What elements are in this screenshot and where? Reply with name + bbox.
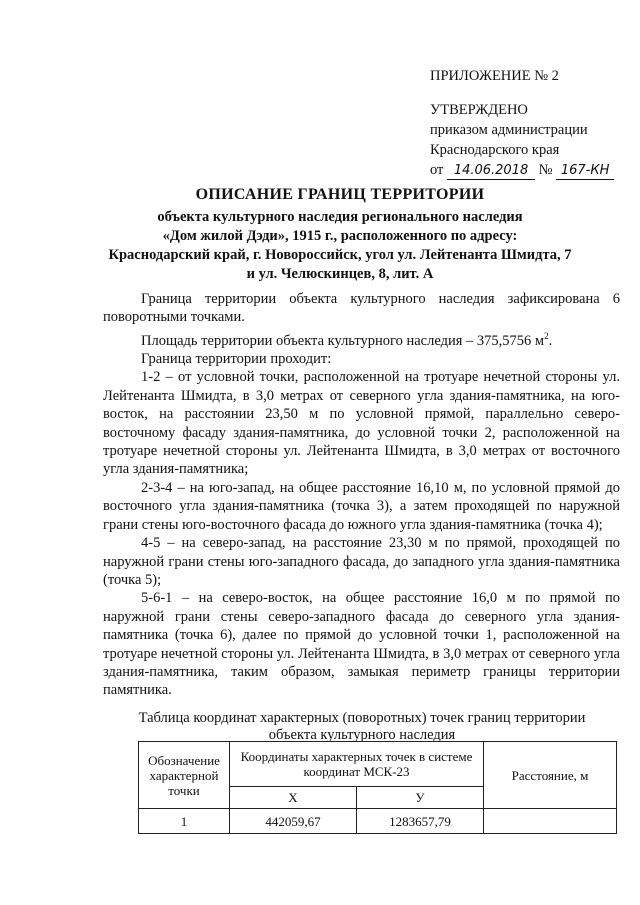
header-point: Обозначение характерной точки [139,742,230,809]
coordinates-table [138,741,617,834]
date-prefix: от [430,162,444,178]
document-subtitle [60,208,620,284]
document-heading: ОПИСАНИЕ ГРАНИЦ ТЕРРИТОРИИ [195,186,485,203]
table-caption-line-2: объекта культурного наследия [268,727,456,743]
header-y: У [357,787,484,809]
paragraph-boundary-intro: Граница территории проходит: [141,351,332,368]
subtitle-line-1: объекта культурного наследия регионального наследия [157,209,523,225]
paragraph-points-count: Граница территории объекта культурного наследия зафиксирована 6 поворотными точками. [103,291,620,326]
header-distance: Расстояние, м [484,742,617,809]
subtitle-line-2: «Дом жилой Дэди», 1915 г., расположенного по адресу: [162,228,518,244]
cell-distance [484,809,617,834]
subtitle-line-4: и ул. Челюскинцев, 8, лит. А [246,266,434,282]
approval-block [430,66,614,180]
number-prefix: № [538,162,553,178]
subtitle-line-3: Краснодарский край, г. Новороссийск, угол ул. Лейтенанта Шмидта, 7 [108,247,572,263]
handwritten-date: 14.06.2018 [447,163,535,180]
description-body [103,290,620,700]
paragraph-segment-4-5: 4-5 – на северо-запад, на расстояние 23,30 м по прямой, проходящей по наружной грани стены юго-западного фасада, до западного угла здания-памятника (точка 5); [103,535,620,588]
cell-x: 442059,67 [230,809,357,834]
order-line-1: приказом администрации [430,122,588,138]
handwritten-number: 167-КН [556,163,614,180]
approved-label: УТВЕРЖДЕНО [430,102,528,118]
cell-point: 1 [139,809,230,834]
table-caption [100,710,624,744]
paragraph-area: Площадь территории объекта культурного наследия – 375,5756 $м^2$. [141,330,553,349]
appendix-label: ПРИЛОЖЕНИЕ № 2 [430,68,559,84]
paragraph-segment-1-2: 1-2 – от условной точки, расположенной на тротуаре нечетной стороны ул. Лейтенанта Шмидта, в 3,0 метрах от северного угла здания-памятника, на юго-восток, на расстоянии 23,50 м по условной прямой, параллельно северо-восточному фасаду здания-памятника, до условной точки 2, расположенной на тротуаре нечетной стороны ул. Лейтенанта Шмидта, в 3,0 метрах от восточного угла здания-памятника; [103,369,620,478]
paragraph-segment-5-6-1: 5-6-1 – на северо-восток, на общее расстояние 16,0 м по прямой по наружной грани стены северо-западного фасада до северного угла здания-памятника (точка 6), далее по прямой до условной точки 1, расположенной на тротуаре нечетной стороны ул. Лейтенанта Шмидта, в 3,0 метрах от северного угла здания-памятника, таким образом, замыкая периметр границы территории памятника. [103,590,620,699]
table-caption-line-1: Таблица координат характерных (поворотных) точек границ территории [138,710,586,726]
order-line-2: Краснодарского края [430,142,560,158]
order-date-line [430,160,614,180]
table-row [139,809,617,834]
paragraph-segment-2-3-4: 2-3-4 – на юго-запад, на общее расстояние 16,10 м, по условной прямой до восточного угла здания-памятника (точка 3), а затем проходящей по наружной грани стены юго-восточного фасада до южного угла здания-памятника (точка 4); [103,479,620,533]
cell-y: 1283657,79 [357,809,484,834]
header-coordinates: Координаты характерных точек в системе координат МСК-23 [230,742,484,787]
header-x: Х [230,787,357,809]
